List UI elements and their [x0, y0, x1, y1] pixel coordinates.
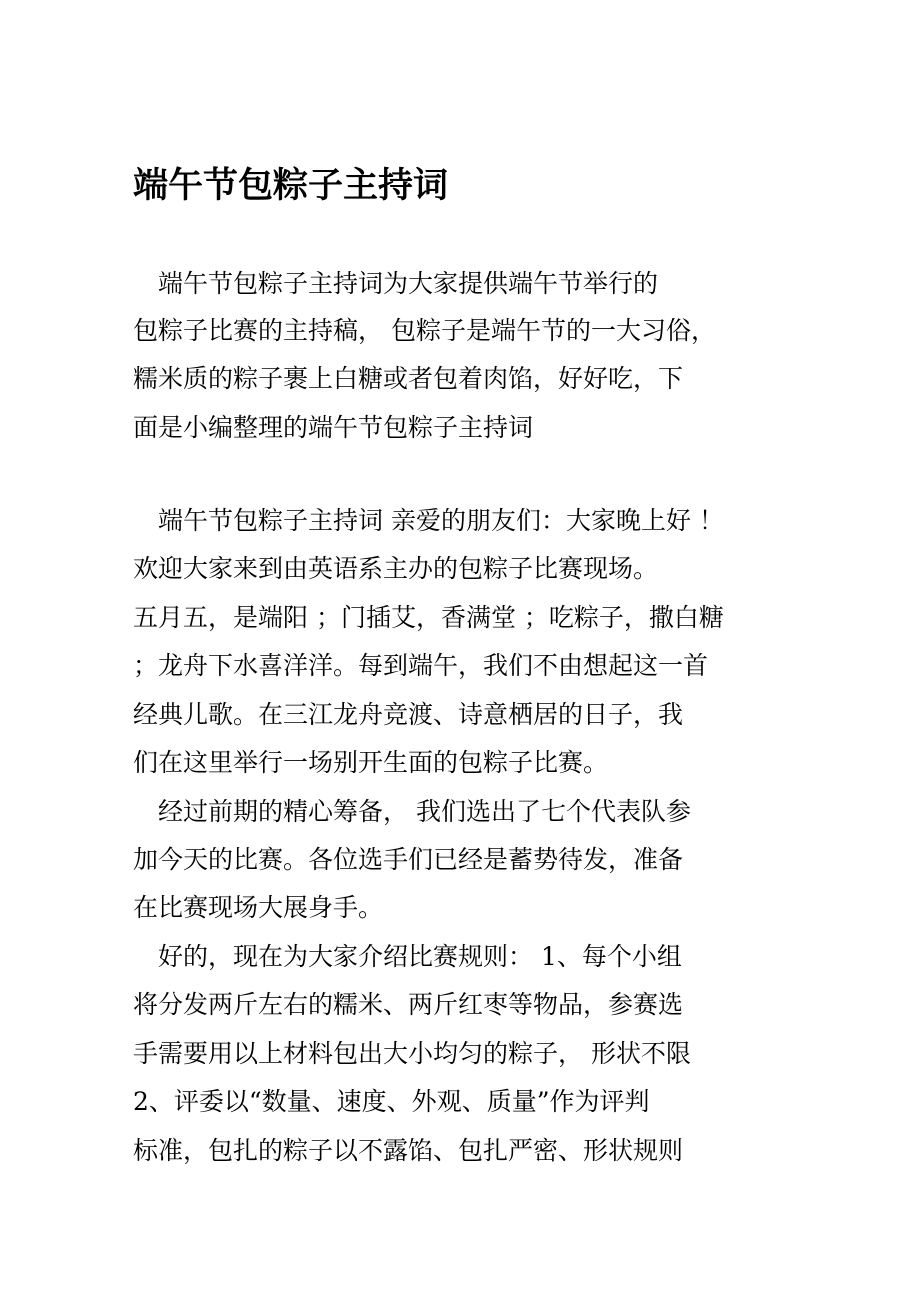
- body-line: 面是小编整理的端午节包粽子主持词: [133, 413, 534, 442]
- body-line: 欢迎大家来到由英语系主办的包粽子比赛现场。: [133, 554, 659, 583]
- document-title: 端午节包粽子主持词: [133, 166, 449, 206]
- body-line: 端午节包粽子主持词 亲爱的朋友们：大家晚上好 ！: [133, 506, 724, 535]
- body-line: 包粽子比赛的主持稿， 包粽子是端午节的一大习俗，: [133, 316, 716, 345]
- body-line: 在比赛现场大展身手。: [133, 893, 384, 922]
- body-line: 五月五，是端阳 ；门插艾，香满堂 ；吃粽子，撒白糖: [133, 603, 724, 632]
- body-line: 好的，现在为大家介绍比赛规则： 1、每个小组: [133, 942, 682, 971]
- body-line: 标准，包扎的粽子以不露馅、包扎严密、形状规则: [133, 1136, 684, 1165]
- body-line: 将分发两斤左右的糯米、两斤红枣等物品，参赛选: [133, 990, 684, 1019]
- body-line: 经典儿歌。在三江龙舟竞渡、诗意栖居的日子，我: [133, 700, 684, 729]
- body-line: 手需要用以上材料包出大小均匀的粽子， 形状不限: [133, 1039, 691, 1068]
- body-line: 糯米质的粽子裹上白糖或者包着肉馅，好好吃，下: [133, 364, 684, 393]
- body-line: 端午节包粽子主持词为大家提供端午节举行的: [133, 269, 659, 298]
- body-line: 加今天的比赛。各位选手们已经是蓄势待发，准备: [133, 845, 684, 874]
- body-line: 们在这里举行一场别开生面的包粽子比赛。: [133, 748, 609, 777]
- body-line: 2、评委以“数量、速度、外观、质量”作为评判: [133, 1087, 650, 1116]
- body-line: 经过前期的精心筹备， 我们选出了七个代表队参: [133, 797, 691, 826]
- body-line: ；龙舟下水喜洋洋。每到端午，我们不由想起这一首: [133, 651, 709, 680]
